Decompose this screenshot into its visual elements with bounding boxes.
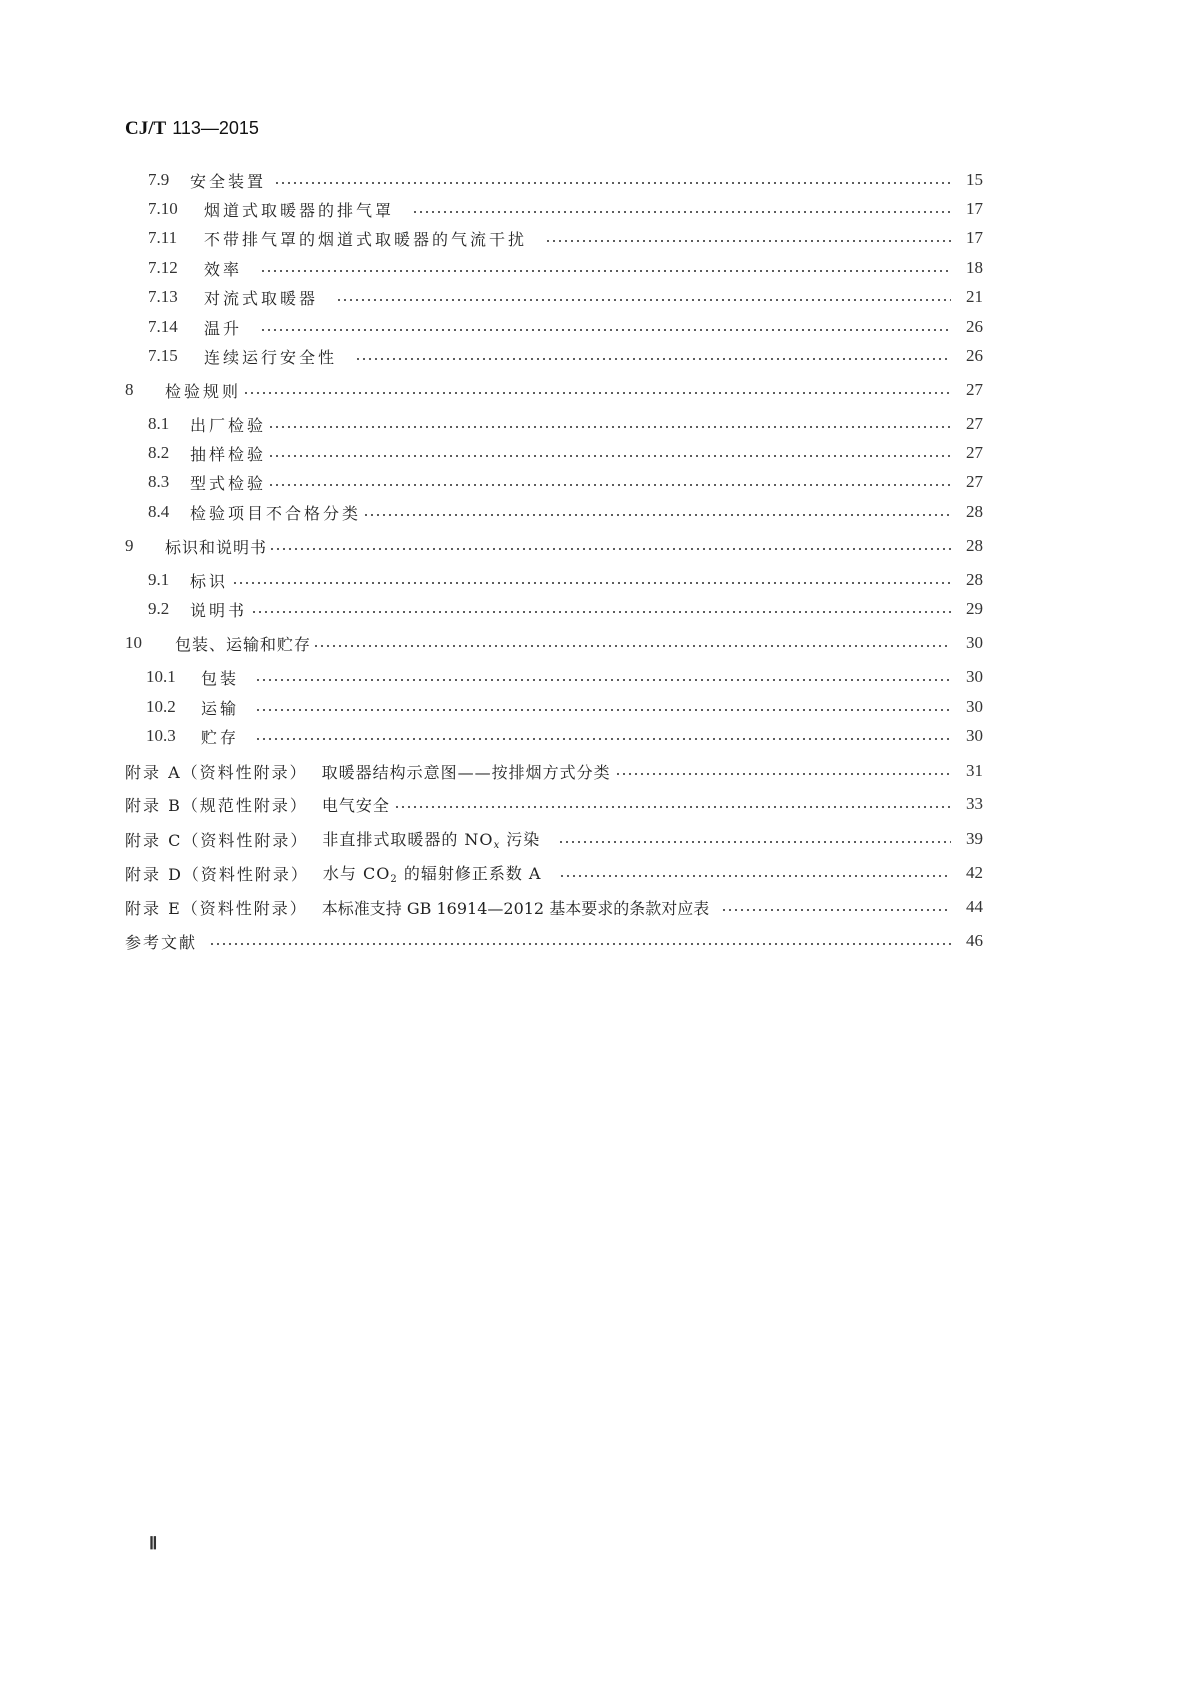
toc-page: 27 bbox=[966, 380, 983, 399]
toc-title: 运输 bbox=[201, 698, 240, 718]
toc-entry-7-9[interactable] bbox=[148, 168, 983, 192]
dot-leader bbox=[268, 455, 951, 457]
toc-page: 30 bbox=[966, 726, 983, 745]
toc-entry-10-1[interactable] bbox=[146, 665, 983, 689]
toc-number: 10.1 bbox=[146, 667, 176, 686]
dot-leader bbox=[721, 909, 951, 911]
toc-entry-10[interactable] bbox=[125, 631, 983, 655]
toc-entry-10-3[interactable] bbox=[146, 724, 983, 748]
dot-leader bbox=[255, 679, 951, 681]
toc-page: 28 bbox=[966, 536, 983, 555]
toc-page: 28 bbox=[966, 502, 983, 521]
toc-number: 10.3 bbox=[146, 726, 176, 745]
toc-page: 29 bbox=[966, 599, 983, 618]
toc-entry-references[interactable] bbox=[125, 929, 983, 953]
toc-title: 出厂检验 bbox=[190, 415, 267, 435]
toc-entry-7-11[interactable] bbox=[148, 226, 983, 250]
toc-page: 31 bbox=[966, 761, 983, 780]
toc-title: 贮存 bbox=[201, 727, 240, 747]
toc-entry-appendix-c[interactable] bbox=[125, 827, 983, 851]
toc-number: 8.3 bbox=[148, 472, 170, 491]
toc-entry-7-14[interactable] bbox=[148, 315, 983, 339]
toc-entry-10-2[interactable] bbox=[146, 695, 983, 719]
dot-leader bbox=[336, 299, 951, 301]
toc-page: 46 bbox=[966, 931, 983, 950]
toc-title: 效率 bbox=[204, 259, 243, 279]
title-text: 污染 bbox=[500, 830, 541, 849]
toc-page: 30 bbox=[966, 667, 983, 686]
dot-leader bbox=[545, 240, 951, 242]
toc-number: 9.1 bbox=[148, 570, 170, 589]
toc-title: 本标准支持 GB 16914—2012 基本要求的条款对应表 bbox=[321, 898, 710, 918]
dot-leader bbox=[412, 211, 951, 213]
toc-page: 27 bbox=[966, 472, 983, 491]
toc-entry-8-4[interactable] bbox=[148, 500, 983, 524]
dot-leader bbox=[274, 182, 951, 184]
toc-entry-7-15[interactable] bbox=[148, 344, 983, 368]
appendix-label: 附录 A（资料性附录） bbox=[125, 762, 308, 782]
toc-title: 说明书 bbox=[190, 600, 248, 620]
dot-leader bbox=[255, 738, 951, 740]
title-text: 的辐射修正系数 A bbox=[397, 864, 542, 883]
toc-number: 10.2 bbox=[146, 697, 176, 716]
dot-leader bbox=[355, 358, 951, 360]
toc-entry-appendix-a[interactable] bbox=[125, 759, 983, 783]
toc-entry-9-1[interactable] bbox=[148, 568, 983, 592]
toc-page: 28 bbox=[966, 570, 983, 589]
toc-number: 10 bbox=[125, 633, 142, 652]
standard-code: CJ/T bbox=[125, 118, 167, 139]
toc-title: 标识 bbox=[190, 571, 229, 591]
toc-title: 连续运行安全性 bbox=[204, 347, 338, 367]
toc-entry-8-2[interactable] bbox=[148, 441, 983, 465]
toc-number: 7.10 bbox=[148, 199, 178, 218]
toc-entry-appendix-d[interactable] bbox=[125, 861, 983, 885]
dot-leader bbox=[268, 426, 951, 428]
toc-entry-7-13[interactable] bbox=[148, 285, 983, 309]
toc-title: 标识和说明书 bbox=[165, 537, 268, 557]
appendix-label: 附录 B（规范性附录） bbox=[125, 795, 308, 815]
toc-entry-8-3[interactable] bbox=[148, 470, 983, 494]
toc-page: 30 bbox=[966, 633, 983, 652]
toc-page: 17 bbox=[966, 199, 983, 218]
appendix-label: 附录 E（资料性附录） bbox=[125, 898, 308, 918]
toc-page: 26 bbox=[966, 346, 983, 365]
toc-title: 包装 bbox=[201, 668, 240, 688]
toc-entry-appendix-e[interactable] bbox=[125, 895, 983, 919]
toc-title: 包装、运输和贮存 bbox=[175, 634, 312, 654]
appendix-label: 附录 C（资料性附录） bbox=[125, 830, 309, 850]
appendix-label: 附录 D（资料性附录） bbox=[125, 864, 309, 884]
toc-page: 26 bbox=[966, 317, 983, 336]
toc-entry-9[interactable] bbox=[125, 534, 983, 558]
dot-leader bbox=[394, 806, 951, 808]
dot-leader bbox=[363, 514, 951, 516]
subscript-2: 2 bbox=[390, 874, 398, 885]
dot-leader bbox=[268, 484, 951, 486]
toc-entry-appendix-b[interactable] bbox=[125, 792, 983, 816]
toc-number: 8 bbox=[125, 380, 134, 399]
toc-number: 8.2 bbox=[148, 443, 170, 462]
toc-page: 15 bbox=[966, 170, 983, 189]
toc-title: 抽样检验 bbox=[190, 444, 267, 464]
toc-entry-7-10[interactable] bbox=[148, 197, 983, 221]
toc-title: 检验项目不合格分类 bbox=[190, 503, 362, 523]
toc-title: 取暖器结构示意图——按排烟方式分类 bbox=[321, 762, 611, 782]
toc-title: 参考文献 bbox=[125, 932, 198, 952]
toc-title: 检验规则 bbox=[165, 381, 242, 401]
dot-leader bbox=[615, 773, 951, 775]
toc-number: 7.11 bbox=[148, 228, 178, 247]
page-header bbox=[125, 118, 259, 140]
toc-title: 安全装置 bbox=[190, 171, 267, 191]
toc-title: 温升 bbox=[204, 318, 243, 338]
toc-title: 型式检验 bbox=[190, 473, 267, 493]
toc-entry-7-12[interactable] bbox=[148, 256, 983, 280]
title-text: 水与 CO bbox=[322, 864, 391, 883]
dot-leader bbox=[251, 611, 951, 613]
toc-page: 27 bbox=[966, 443, 983, 462]
dot-leader bbox=[243, 392, 951, 394]
subscript-x: x bbox=[493, 840, 501, 851]
toc-entry-9-2[interactable] bbox=[148, 597, 983, 621]
toc-page: 17 bbox=[966, 228, 983, 247]
toc-page: 21 bbox=[966, 287, 983, 306]
toc-title bbox=[322, 827, 540, 851]
toc-number: 8.4 bbox=[148, 502, 170, 521]
dot-leader bbox=[260, 270, 951, 272]
dot-leader bbox=[313, 645, 951, 647]
toc-entry-8-1[interactable] bbox=[148, 412, 983, 436]
dot-leader bbox=[255, 709, 951, 711]
toc-title: 烟道式取暖器的排气罩 bbox=[204, 200, 395, 220]
dot-leader bbox=[559, 875, 951, 877]
toc-title: 电气安全 bbox=[321, 795, 390, 815]
toc-page: 33 bbox=[966, 794, 983, 813]
dot-leader bbox=[558, 841, 951, 843]
toc-page: 30 bbox=[966, 697, 983, 716]
toc-number: 7.15 bbox=[148, 346, 178, 365]
toc-number: 7.9 bbox=[148, 170, 170, 189]
dot-leader bbox=[209, 943, 951, 945]
toc-number: 7.14 bbox=[148, 317, 178, 336]
toc-page: 44 bbox=[966, 897, 983, 916]
standard-number: 113—2015 bbox=[172, 118, 259, 138]
toc-number: 7.13 bbox=[148, 287, 178, 306]
page-number: Ⅱ bbox=[149, 1534, 157, 1553]
dot-leader bbox=[269, 548, 951, 550]
toc-page: 27 bbox=[966, 414, 983, 433]
toc-page: 42 bbox=[966, 863, 983, 882]
toc-title: 对流式取暖器 bbox=[204, 288, 319, 308]
toc-number: 9.2 bbox=[148, 599, 170, 618]
toc-number: 9 bbox=[125, 536, 134, 555]
toc-title bbox=[323, 861, 542, 885]
toc-number: 7.12 bbox=[148, 258, 178, 277]
toc-title: 不带排气罩的烟道式取暖器的气流干扰 bbox=[204, 229, 528, 249]
toc-entry-8[interactable] bbox=[125, 378, 983, 402]
title-text: 非直排式取暖器的 NO bbox=[322, 830, 494, 849]
toc-page: 39 bbox=[966, 829, 983, 848]
toc-page: 18 bbox=[966, 258, 983, 277]
toc-number: 8.1 bbox=[148, 414, 170, 433]
dot-leader bbox=[232, 582, 951, 584]
dot-leader bbox=[260, 329, 951, 331]
